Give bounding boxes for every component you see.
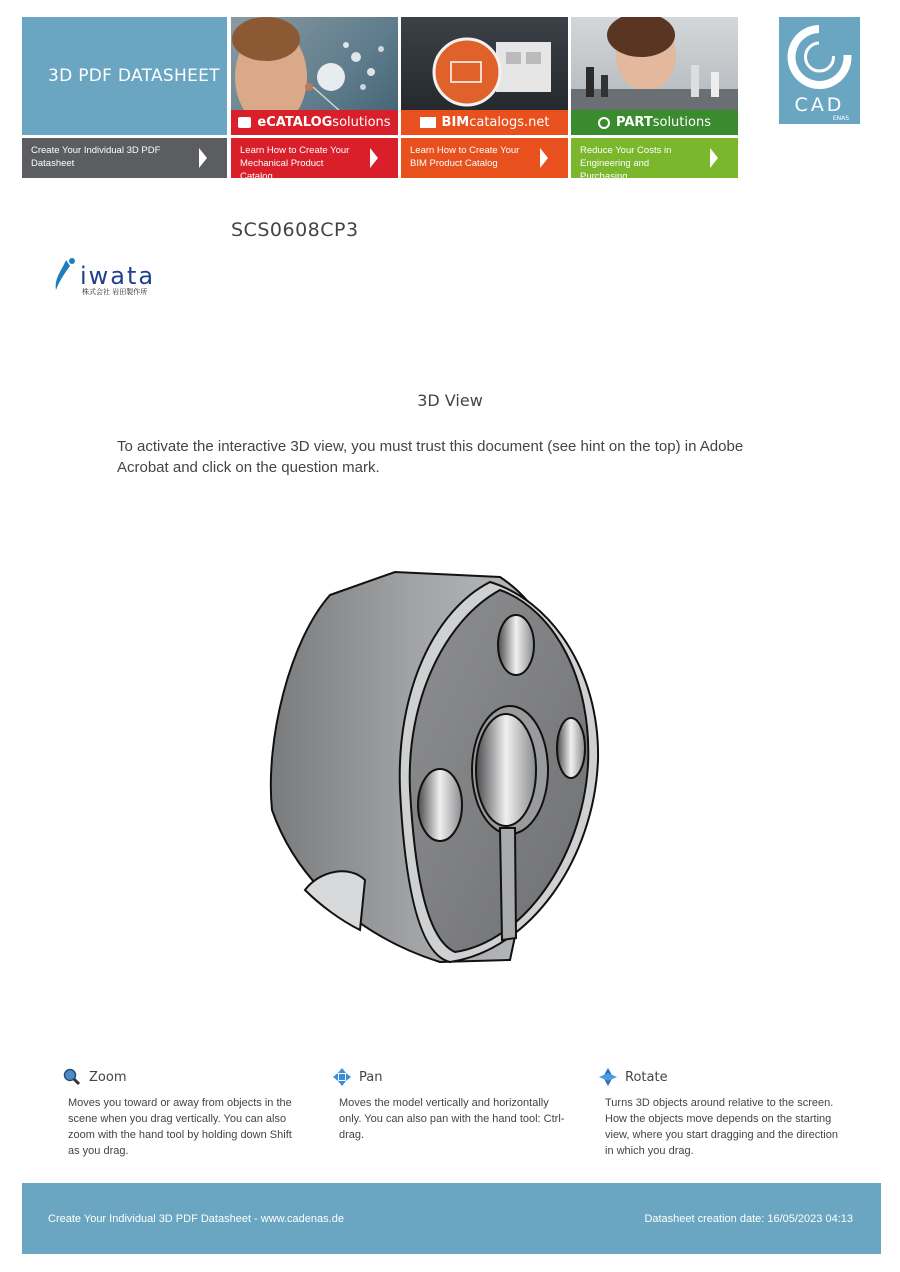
datasheet-title-tile	[22, 17, 227, 135]
activation-hint: To activate the interactive 3D view, you must trust this document (see hint on the top) in Adobe Acrobat and click on the question mark.	[117, 438, 744, 476]
view-title: 3D View	[417, 391, 483, 410]
chess-photo	[571, 17, 738, 110]
svg-text:株式会社 岩田製作所: 株式会社 岩田製作所	[82, 288, 148, 296]
partsolutions-tile[interactable]	[571, 17, 738, 135]
cadenas-logo[interactable]	[779, 17, 860, 124]
ecatalog-label: eCATALOGsolutions	[231, 110, 398, 135]
footer-link[interactable]: Create Your Individual 3D PDF Datasheet - www.cadenas.de	[48, 1213, 344, 1225]
bim-label: BIMcatalogs.net	[401, 110, 568, 135]
gear-icon	[598, 117, 610, 129]
iwata-logo	[52, 256, 162, 296]
part-render	[260, 560, 610, 970]
catalog-icon	[238, 117, 251, 128]
pan-description: Moves the model vertically and horizontally only. You can also pan with the hand tool: Ctrl-drag.	[339, 1097, 565, 1141]
building-photo	[401, 17, 568, 110]
cadenas-logo-mark	[779, 17, 860, 124]
svg-text:iwata: iwata	[80, 262, 156, 290]
zoom-icon	[63, 1068, 81, 1086]
arrow-right-icon	[199, 148, 207, 168]
datasheet-title: 3D PDF DATASHEET	[48, 66, 220, 86]
footer	[22, 1183, 881, 1254]
ecatalog-tile[interactable]	[231, 17, 398, 135]
nav-create-datasheet[interactable]: Create Your Individual 3D PDF Datasheet	[22, 138, 227, 178]
creation-date: Datasheet creation date: 16/05/2023 04:13	[644, 1213, 853, 1225]
partsolutions-label: PARTsolutions	[571, 110, 738, 135]
dandelion-photo	[231, 17, 398, 110]
pan-heading: Pan	[333, 1068, 382, 1086]
nav-reduce-costs[interactable]: Reduce Your Costs in Engineering and Purchasing	[571, 138, 738, 178]
rotate-heading: Rotate	[599, 1068, 668, 1086]
nav-mechanical-catalog[interactable]: Learn How to Create Your Mechanical Product Catalog	[231, 138, 398, 178]
rotate-description: Turns 3D objects around relative to the screen. How the objects move depends on the starting view, where you start dragging and the direction in which you drag.	[605, 1097, 838, 1157]
pan-icon	[333, 1068, 351, 1086]
arrow-right-icon	[540, 148, 548, 168]
nav-bim-catalog[interactable]: Learn How to Create Your BIM Product Catalog	[401, 138, 568, 178]
svg-text:CAD: CAD	[794, 94, 845, 116]
arrow-right-icon	[710, 148, 718, 168]
arrow-right-icon	[370, 148, 378, 168]
bim-tile[interactable]	[401, 17, 568, 135]
part-number: SCS0608CP3	[231, 219, 359, 241]
svg-text:ENAS: ENAS	[832, 115, 850, 122]
rotate-icon	[599, 1068, 617, 1086]
zoom-description: Moves you toward or away from objects in the scene when you drag vertically. You can also zoom with the hand tool by holding down Shift as you drag.	[68, 1097, 292, 1157]
3d-model-view[interactable]	[260, 560, 610, 970]
zoom-heading: Zoom	[63, 1068, 126, 1086]
house-icon	[420, 117, 436, 128]
